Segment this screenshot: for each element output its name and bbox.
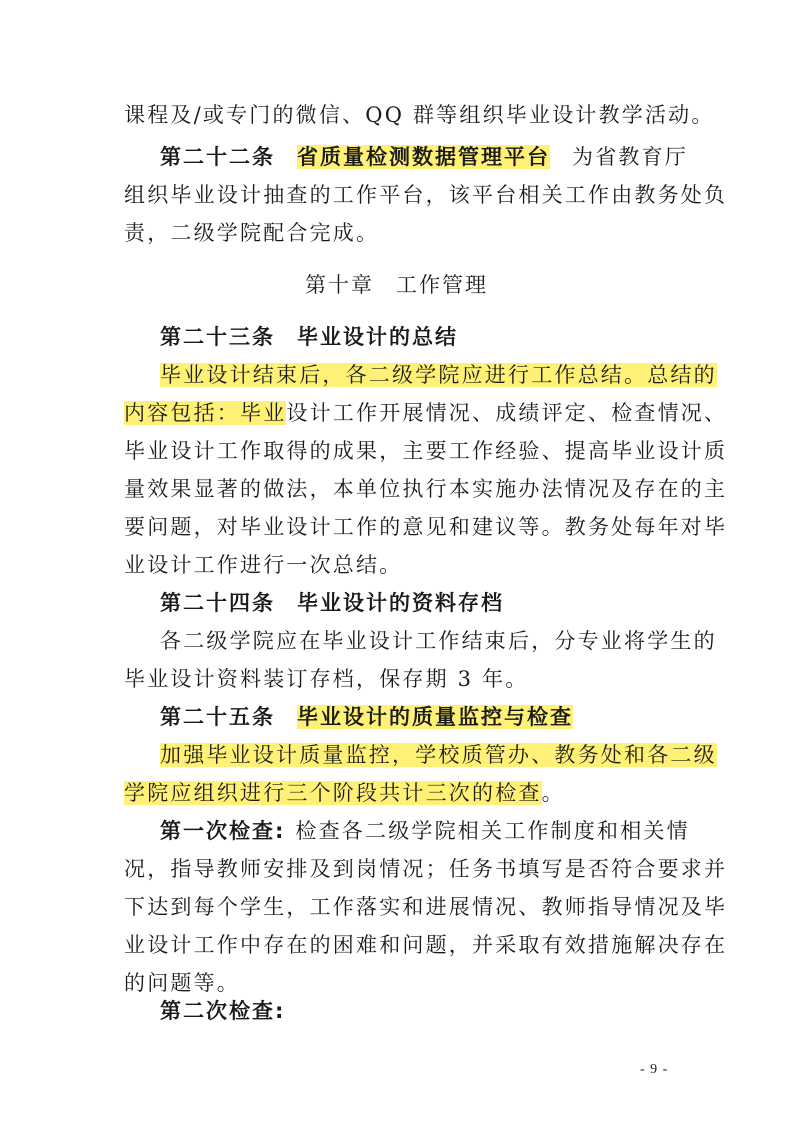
chapter-heading [0, 270, 793, 300]
article-22-title: 第二十二条 [160, 145, 275, 169]
chapter-title: 工作管理 [396, 273, 488, 297]
check-1-label: 第一次检查: [160, 819, 286, 843]
check-2-label: 第二次检查: [160, 999, 286, 1023]
paragraph-line: 内容包括：毕业设计工作开展情况、成绩评定、检查情况、 [124, 401, 728, 425]
paragraph-line: 下达到每个学生，工作落实和进展情况、教师指导情况及毕 [124, 895, 728, 919]
paragraph-line: 要问题，对毕业设计工作的意见和建议等。教务处每年对毕 [124, 515, 728, 539]
paragraph-line: 各二级学院应在毕业设计工作结束后，分专业将学生的 [160, 629, 717, 653]
article-22-term: 省质量检测数据管理平台 [297, 145, 550, 169]
paragraph-line: 的问题等。 [124, 971, 240, 995]
paragraph-line: 业设计工作中存在的困难和问题，并采取有效措施解决存在 [124, 933, 728, 957]
paragraph-line: 课程及/或专门的微信、QQ 群等组织毕业设计教学活动。 [124, 103, 715, 127]
paragraph-line: 业设计工作进行一次总结。 [124, 553, 403, 577]
article-22-line: 第二十二条 省质量检测数据管理平台 为省教育厅 [160, 145, 688, 169]
chapter-number: 第十章 [305, 273, 374, 297]
paragraph-line: 毕业设计结束后，各二级学院应进行工作总结。总结的 [160, 363, 717, 387]
paragraph-line: 责，二级学院配合完成。 [124, 221, 380, 245]
article-23-heading: 第二十三条 毕业设计的总结 [160, 325, 458, 349]
check-1-line: 第一次检查: 检查各二级学院相关工作制度和相关情 [160, 819, 690, 843]
paragraph-line: 量效果显著的做法，本单位执行本实施办法情况及存在的主 [124, 477, 728, 501]
paragraph-line: 毕业设计资料装订存档，保存期 3 年。 [124, 667, 529, 691]
paragraph-line: 况，指导教师安排及到岗情况；任务书填写是否符合要求并 [124, 857, 728, 881]
page-number: - 9 - [640, 1062, 669, 1077]
paragraph-line: 组织毕业设计抽查的工作平台，该平台相关工作由教务处负 [124, 183, 728, 207]
paragraph-line: 学院应组织进行三个阶段共计三次的检查。 [124, 781, 565, 805]
article-24-heading: 第二十四条 毕业设计的资料存档 [160, 591, 504, 615]
paragraph-line: 加强毕业设计质量监控，学校质管办、教务处和各二级 [160, 743, 717, 767]
article-25-heading: 第二十五条 毕业设计的质量监控与检查 [160, 705, 573, 729]
paragraph-line: 毕业设计工作取得的成果，主要工作经验、提高毕业设计质 [124, 439, 728, 463]
